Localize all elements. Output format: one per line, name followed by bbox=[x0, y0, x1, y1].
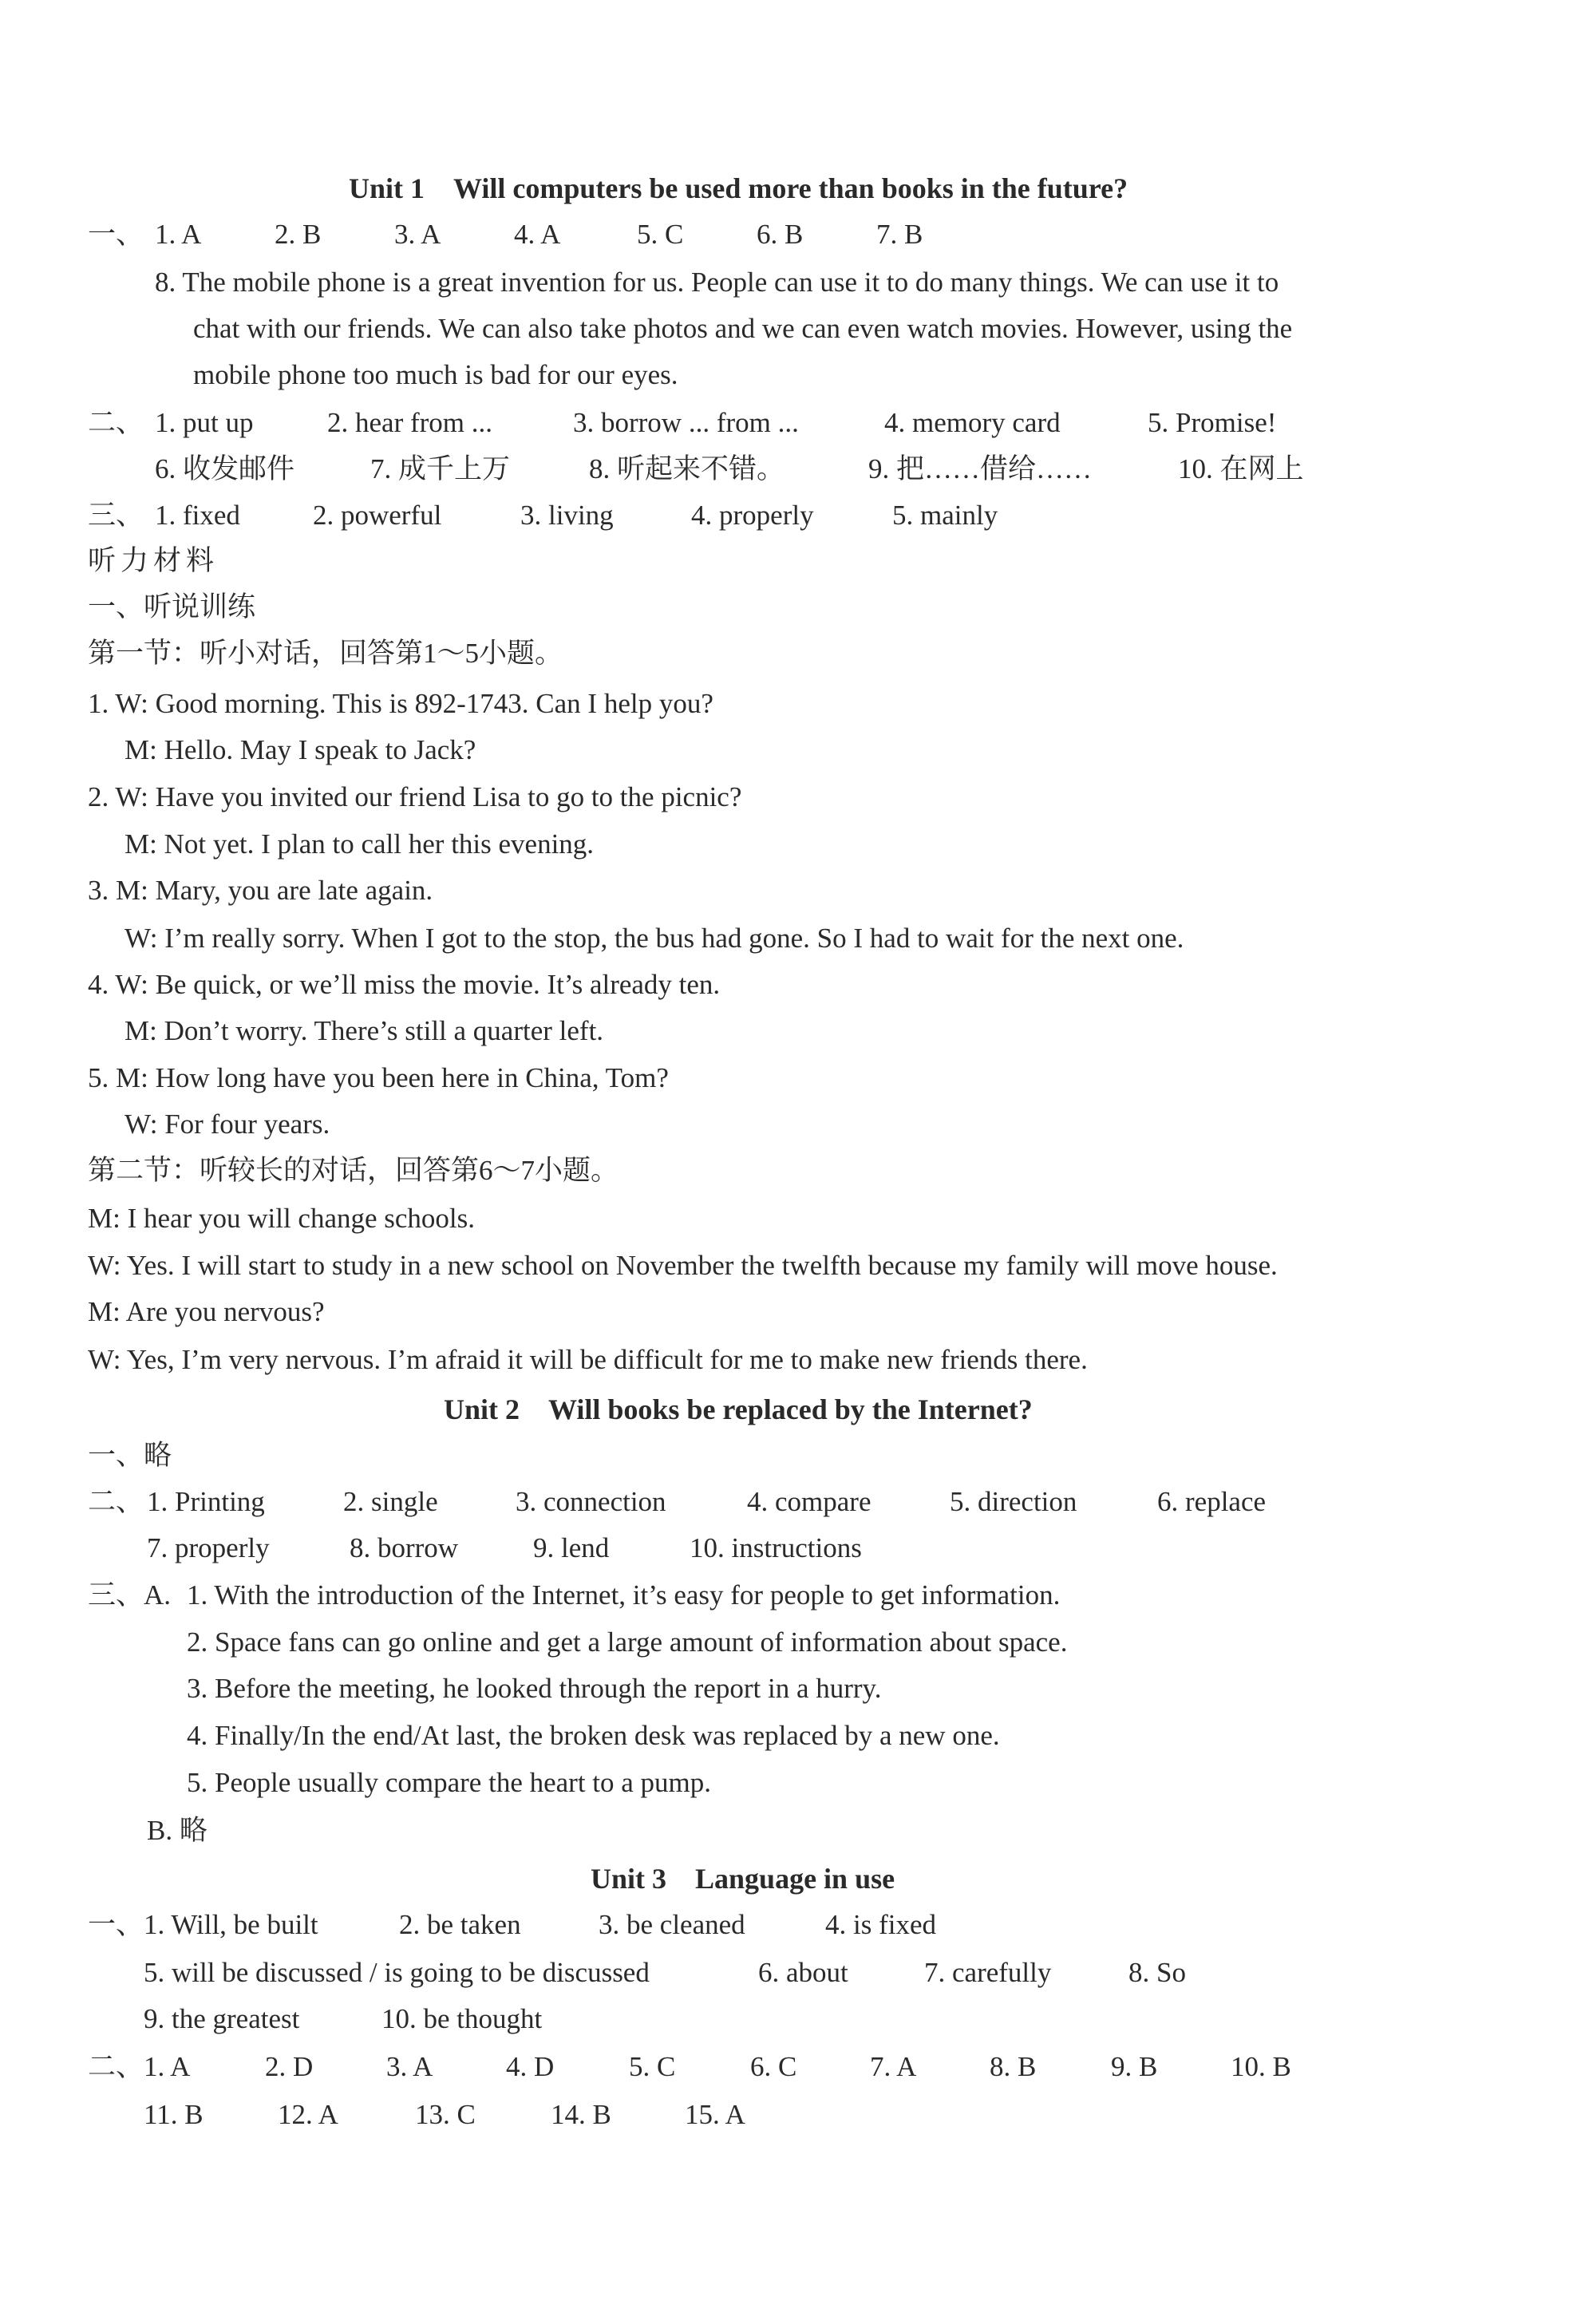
answer-item: 7. carefully bbox=[924, 1957, 1052, 1988]
answer-item: 11. B bbox=[144, 2099, 204, 2130]
dialogue-line: 3. M: Mary, you are late again. bbox=[88, 875, 433, 906]
answer-item: 6. B bbox=[757, 219, 804, 250]
unit2-part3-b: B. 略 bbox=[147, 1815, 207, 1846]
answer-item: 4. D bbox=[506, 2051, 555, 2082]
listening-subheading: 一、听说训练 bbox=[88, 591, 256, 622]
sentence: 5. People usually compare the heart to a pump. bbox=[187, 1767, 712, 1798]
answer-item: 14. B bbox=[551, 2099, 611, 2130]
sentence: 4. Finally/In the end/At last, the broken desk was replaced by a new one. bbox=[187, 1720, 1000, 1751]
answer-item: 3. connection bbox=[516, 1486, 666, 1517]
section2-heading: 第二节：听较长的对话，回答第6～7小题。 bbox=[88, 1155, 619, 1186]
answer-item: 2. hear from ... bbox=[327, 407, 493, 438]
unit1-part1-marker: 一、 bbox=[88, 219, 144, 250]
sentence: 1. With the introduction of the Internet, it’s easy for people to get information. bbox=[187, 1579, 1061, 1611]
answer-item: 15. A bbox=[685, 2099, 745, 2130]
answer-item: 4. compare bbox=[747, 1486, 871, 1517]
unit3-part1-marker: 一、 bbox=[88, 1909, 144, 1940]
answer-item: 8. 听起来不错。 bbox=[589, 453, 785, 484]
dialogue-line: 5. M: How long have you been here in China, Tom? bbox=[88, 1062, 669, 1093]
answer-item: 10. B bbox=[1231, 2051, 1291, 2082]
section1-heading: 第一节：听小对话，回答第1～5小题。 bbox=[88, 638, 563, 669]
answer-item: 1. A bbox=[144, 2051, 191, 2082]
unit2-title: Unit 2 Will books be replaced by the Internet? bbox=[444, 1393, 1033, 1425]
dialogue-line: W: For four years. bbox=[124, 1109, 330, 1140]
dialogue-line: M: Don’t worry. There’s still a quarter left. bbox=[124, 1015, 604, 1046]
answer-item: 3. A bbox=[394, 219, 441, 250]
answer-item: 4. A bbox=[514, 219, 561, 250]
answer-item: 4. is fixed bbox=[825, 1909, 937, 1940]
unit2-part3-marker: 三、A. bbox=[88, 1579, 172, 1611]
dialogue-line: M: Hello. May I speak to Jack? bbox=[124, 734, 476, 765]
answer-item: 5. mainly bbox=[892, 500, 998, 531]
answer-item: 7. 成千上万 bbox=[370, 453, 511, 484]
answer-item: 2. single bbox=[343, 1486, 438, 1517]
long-dialogue-line: W: Yes, I’m very nervous. I’m afraid it will be difficult for me to make new friends there. bbox=[88, 1344, 1088, 1375]
answer-item: 10. be thought bbox=[381, 2003, 543, 2034]
unit3-part2-marker: 二、 bbox=[88, 2051, 144, 2082]
answer-item: 5. C bbox=[629, 2051, 676, 2082]
answer-item: 2. powerful bbox=[313, 500, 442, 531]
answer-item: 9. lend bbox=[533, 1532, 610, 1563]
unit3-title: Unit 3 Language in use bbox=[591, 1863, 895, 1895]
answer-item: 6. replace bbox=[1157, 1486, 1267, 1517]
answer-item: 2. be taken bbox=[399, 1909, 521, 1940]
unit1-title: Unit 1 Will computers be used more than books in the future? bbox=[349, 172, 1128, 204]
answer-item: 5. will be discussed / is going to be discussed bbox=[144, 1957, 650, 1988]
answer-item: 6. C bbox=[750, 2051, 797, 2082]
answer-item: 1. A bbox=[155, 219, 202, 250]
answer-item: 1. put up bbox=[155, 407, 254, 438]
answer-item: 9. B bbox=[1111, 2051, 1158, 2082]
answer-item: 13. C bbox=[415, 2099, 476, 2130]
answer-item: 7. A bbox=[870, 2051, 917, 2082]
answer-item: 9. the greatest bbox=[144, 2003, 300, 2034]
answer-item: 6. about bbox=[758, 1957, 848, 1988]
answer-item: 3. living bbox=[520, 500, 614, 531]
answer-item: 9. 把……借给…… bbox=[868, 453, 1093, 484]
item8-line: mobile phone too much is bad for our eyes. bbox=[193, 359, 678, 390]
sentence: 2. Space fans can go online and get a large amount of information about space. bbox=[187, 1626, 1068, 1658]
dialogue-line: M: Not yet. I plan to call her this evening. bbox=[124, 828, 595, 860]
answer-item: 4. properly bbox=[691, 500, 814, 531]
answer-item: 2. B bbox=[275, 219, 322, 250]
unit1-part3-marker: 三、 bbox=[88, 500, 144, 531]
dialogue-line: W: I’m really sorry. When I got to the stop, the bus had gone. So I had to wait for the next one. bbox=[124, 923, 1184, 954]
answer-item: 8. So bbox=[1128, 1957, 1186, 1988]
long-dialogue-line: W: Yes. I will start to study in a new school on November the twelfth because my family will move house. bbox=[88, 1250, 1278, 1281]
answer-item: 4. memory card bbox=[884, 407, 1061, 438]
unit2-part2-marker: 二、 bbox=[88, 1486, 144, 1517]
dialogue-line: 1. W: Good morning. This is 892-1743. Can I help you? bbox=[88, 688, 713, 719]
answer-item: 10. 在网上 bbox=[1178, 453, 1304, 484]
unit2-part1: 一、略 bbox=[88, 1440, 172, 1471]
sentence: 3. Before the meeting, he looked through the report in a hurry. bbox=[187, 1673, 882, 1704]
answer-item: 1. Printing bbox=[147, 1486, 265, 1517]
answer-item: 12. A bbox=[278, 2099, 338, 2130]
answer-item: 7. B bbox=[876, 219, 923, 250]
answer-item: 5. Promise! bbox=[1148, 407, 1277, 438]
long-dialogue-line: M: Are you nervous? bbox=[88, 1296, 325, 1327]
long-dialogue-line: M: I hear you will change schools. bbox=[88, 1203, 476, 1234]
answer-item: 3. borrow ... from ... bbox=[573, 407, 799, 438]
dialogue-line: 4. W: Be quick, or we’ll miss the movie. It’s already ten. bbox=[88, 969, 721, 1000]
dialogue-line: 2. W: Have you invited our friend Lisa to go to the picnic? bbox=[88, 781, 742, 812]
answer-item: 7. properly bbox=[147, 1532, 270, 1563]
answer-item: 1. Will, be built bbox=[144, 1909, 318, 1940]
answer-item: 8. B bbox=[990, 2051, 1037, 2082]
answer-item: 3. A bbox=[386, 2051, 433, 2082]
unit1-part2-marker: 二、 bbox=[88, 407, 144, 438]
answer-item: 2. D bbox=[265, 2051, 314, 2082]
listening-heading: 听力材料 bbox=[88, 545, 219, 576]
answer-item: 6. 收发邮件 bbox=[155, 453, 295, 484]
answer-item: 5. C bbox=[637, 219, 684, 250]
answer-item: 10. instructions bbox=[690, 1532, 862, 1563]
item8-line: chat with our friends. We can also take photos and we can even watch movies. However, using the bbox=[193, 313, 1293, 344]
answer-item: 3. be cleaned bbox=[599, 1909, 745, 1940]
item8-line: 8. The mobile phone is a great invention for us. People can use it to do many things. We can use it to bbox=[155, 267, 1279, 298]
answer-item: 1. fixed bbox=[155, 500, 240, 531]
answer-item: 5. direction bbox=[950, 1486, 1077, 1517]
answer-item: 8. borrow bbox=[350, 1532, 459, 1563]
